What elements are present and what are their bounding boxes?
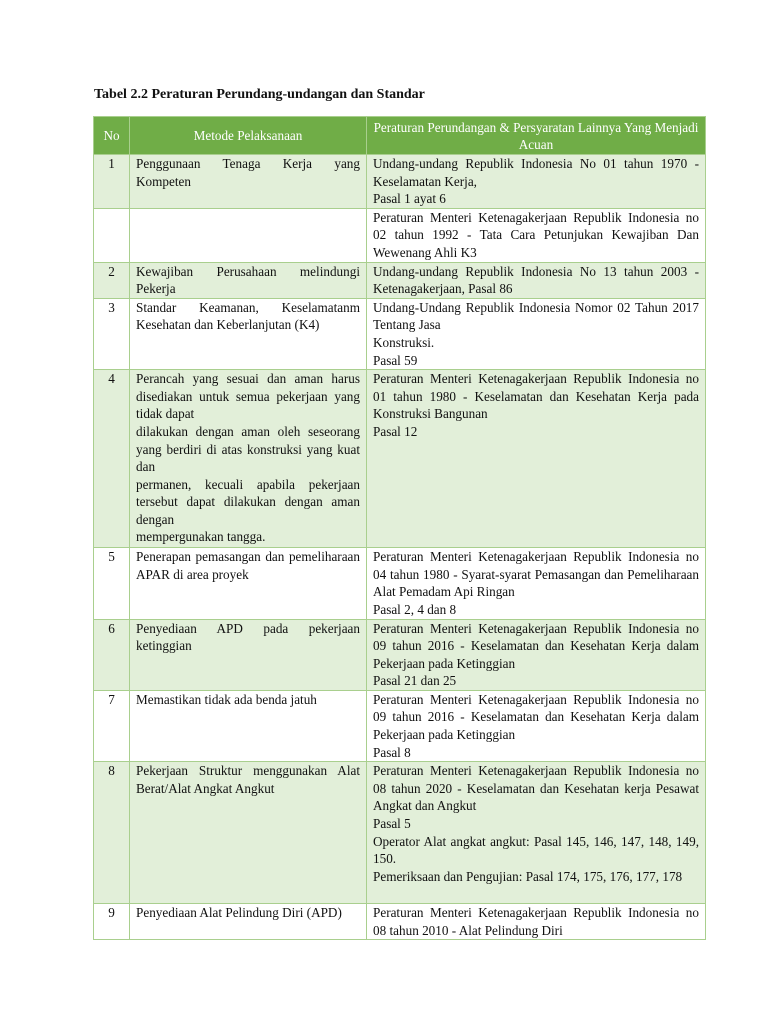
peraturan-line: Peraturan Menteri Ketenagakerjaan Republik Indonesia no 09 tahun 2016 - Keselamatan dan Kesehatan Kerja dalam Pekerjaan pada Ketinggian (373, 691, 699, 743)
row-number: 6 (94, 619, 130, 690)
operator-line: Operator Alat angkat angkut: Pasal 145, 146, 147, 148, 149, 150. (373, 833, 699, 867)
peraturan-cell (367, 619, 706, 690)
peraturan-cell (367, 208, 706, 262)
table-row (94, 208, 706, 262)
pasal-line: Pasal 1 ayat 6 (373, 191, 446, 207)
header-peraturan: Peraturan Perundangan & Persyaratan Lainnya Yang Menjadi Acuan (367, 117, 706, 155)
peraturan-line: Peraturan Menteri Ketenagakerjaan Republik Indonesia no 09 tahun 2016 - Keselamatan dan Kesehatan Kerja dalam Pekerjaan pada Ketinggian (373, 620, 699, 671)
metode-cell: Pekerjaan Struktur menggunakan Alat Berat/Alat Angkat Angkut (130, 762, 367, 904)
metode-line: mempergunakan tangga. (136, 529, 266, 545)
peraturan-line: Undang-undang Republik Indonesia No 13 tahun 2003 - Ketenagakerjaan, Pasal 86 (373, 263, 699, 297)
pasal-line: Pasal 59 (373, 352, 418, 368)
header-metode: Metode Pelaksanaan (130, 117, 367, 155)
peraturan-line: Peraturan Menteri Ketenagakerjaan Republik Indonesia no 02 tahun 1992 - Tata Cara Petunjukan Kewajiban Dan Wewenang Ahli K3 (373, 209, 699, 260)
peraturan-line: Peraturan Menteri Ketenagakerjaan Republik Indonesia no 04 tahun 1980 - Syarat-syarat Pemasangan dan Pemeliharaan Alat Pemadam Api Ringan (373, 549, 699, 600)
row-number: 5 (94, 548, 130, 619)
peraturan-line: Peraturan Menteri Ketenagakerjaan Republik Indonesia no 08 tahun 2010 - Alat Pelindung Diri (373, 905, 699, 938)
table-row (94, 370, 706, 548)
metode-cell (130, 208, 367, 262)
metode-line: permanen, kecuali apabila pekerjaan tersebut dapat dilakukan dengan aman dengan (136, 476, 360, 527)
table-row (94, 155, 706, 209)
peraturan-cell (367, 298, 706, 369)
row-number: 3 (94, 298, 130, 369)
table-header-row (94, 117, 706, 155)
peraturan-line: Undang-Undang Republik Indonesia Nomor 02 Tahun 2017 Tentang Jasa (373, 299, 699, 333)
metode-cell: Penyediaan Alat Pelindung Diri (APD) (130, 904, 367, 940)
peraturan-cell (367, 548, 706, 619)
metode-cell: Standar Keamanan, Keselamatanm Kesehatan dan Keberlanjutan (K4) (130, 298, 367, 369)
row-number: 4 (94, 370, 130, 548)
metode-line: Perancah yang sesuai dan aman harus disediakan untuk semua pekerjaan yang tidak dapat (136, 371, 360, 422)
pasal-line: Pasal 2, 4 dan 8 (373, 601, 457, 617)
metode-cell (130, 370, 367, 548)
pasal-line: Pasal 5 (373, 816, 411, 832)
pasal-line: Pasal 12 (373, 423, 418, 439)
table-row (94, 548, 706, 619)
table-row (94, 690, 706, 761)
row-number: 8 (94, 762, 130, 904)
metode-cell: Penggunaan Tenaga Kerja yang Kompeten (130, 155, 367, 209)
metode-line: dilakukan dengan aman oleh seseorang yang berdiri di atas konstruksi yang kuat dan (136, 423, 360, 475)
row-number (94, 208, 130, 262)
table-row (94, 904, 706, 940)
row-number: 2 (94, 262, 130, 298)
metode-cell: Kewajiban Perusahaan melindungi Pekerja (130, 262, 367, 298)
metode-cell: Penerapan pemasangan dan pemeliharaan APAR di area proyek (130, 548, 367, 619)
pasal-line: Pasal 8 (373, 744, 411, 760)
row-number: 7 (94, 690, 130, 761)
table-caption: Tabel 2.2 Peraturan Perundang-undangan dan Standar (94, 87, 425, 102)
peraturan-line: Konstruksi. (373, 334, 435, 350)
pemeriksaan-line: Pemeriksaan dan Pengujian: Pasal 174, 175, 176, 177, 178 (373, 868, 683, 884)
peraturan-cell (367, 762, 706, 904)
row-number: 9 (94, 904, 130, 940)
pasal-line: Pasal 21 dan 25 (373, 673, 457, 689)
table-row (94, 298, 706, 369)
table-row (94, 619, 706, 690)
peraturan-cell (367, 690, 706, 761)
peraturan-cell (367, 904, 706, 940)
row-number: 1 (94, 155, 130, 209)
metode-cell: Memastikan tidak ada benda jatuh (130, 690, 367, 761)
peraturan-line: Peraturan Menteri Ketenagakerjaan Republik Indonesia no 01 tahun 1980 - Keselamatan dan Kesehatan Kerja pada Konstruksi Bangunan (373, 371, 699, 422)
header-no: No (94, 117, 130, 155)
peraturan-line: Undang-undang Republik Indonesia No 01 tahun 1970 - Keselamatan Kerja, (373, 156, 699, 189)
regulations-table (93, 116, 706, 940)
table-row (94, 762, 706, 904)
peraturan-cell (367, 262, 706, 298)
peraturan-cell (367, 370, 706, 548)
table-row (94, 262, 706, 298)
peraturan-line: Peraturan Menteri Ketenagakerjaan Republik Indonesia no 08 tahun 2020 - Keselamatan dan Kesehatan kerja Pesawat Angkat dan Angkut (373, 763, 699, 814)
metode-cell: Penyediaan APD pada pekerjaan ketinggian (130, 619, 367, 690)
peraturan-cell (367, 155, 706, 209)
